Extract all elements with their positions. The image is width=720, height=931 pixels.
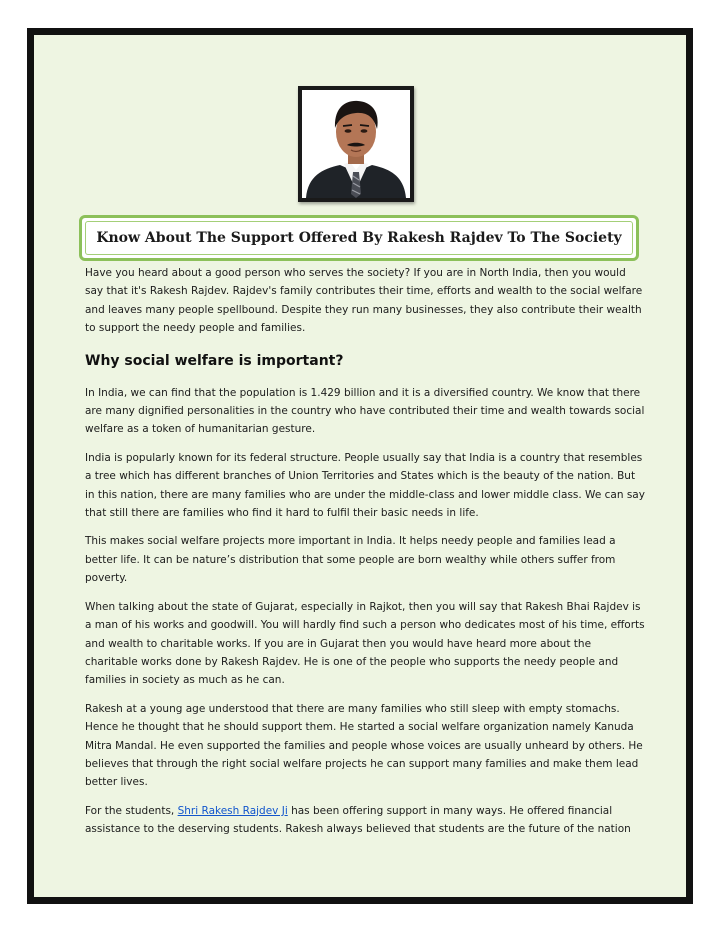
title-box <box>79 215 639 261</box>
students-text-after: has been offering support in many ways. He offered financial assistance to the deserving students. Rakesh always believed that students are the future of the nation <box>85 804 631 836</box>
paragraph-students <box>85 802 645 839</box>
paragraph-young-age: Rakesh at a young age understood that there are many families who still sleep with empty stomachs. Hence he thought that he should support them. He started a social welfare organization namely Kanuda Mitra Mandal. He even supported the families and people whose voices are usually unheard by others. He believes that through the right social welfare projects he can support many families and make them lead better lives. <box>85 702 643 789</box>
portrait-photo <box>298 86 414 202</box>
paragraph-federal-structure: India is popularly known for its federal structure. People usually say that India is a country that resembles a tree which has different branches of Union Territories and States which is the beauty of the nation. But in this nation, there are many families who are under the middle-class and lower middle class. We can say that still there are families who find it hard to fulfil their basic needs in life. <box>85 451 645 520</box>
title-inner-border <box>85 221 633 255</box>
article-body <box>85 264 645 849</box>
paragraph-population: In India, we can find that the population is 1.429 billion and it is a diversified country. We know that there are many dignified personalities in the country who have contributed their time and wealth towards social welfare as a token of humanitarian gesture. <box>85 386 645 436</box>
rakesh-rajdev-link[interactable]: Shri Rakesh Rajdev Ji <box>177 804 288 817</box>
page-title: Know About The Support Offered By Rakesh Rajdev To The Society <box>96 230 622 246</box>
students-text-before: For the students, <box>85 804 178 817</box>
portrait-image <box>302 90 410 198</box>
paragraph-gujarat: When talking about the state of Gujarat, especially in Rajkot, then you will say that Rakesh Bhai Rajdev is a man of his works and goodwill. You will hardly find such a person who dedicates most of his time, efforts and wealth to charitable works. If you are in Gujarat then you would have heard more about the charitable works done by Rakesh Rajdev. He is one of the people who supports the needy people and families in society as much as he can. <box>85 600 645 687</box>
section-heading: Why social welfare is important? <box>85 352 344 369</box>
paragraph-welfare-importance: This makes social welfare projects more important in India. It helps needy people and families lead a better life. It can be nature’s distribution that some people are born wealthy while others suffer from poverty. <box>85 535 616 585</box>
intro-paragraph: Have you heard about a good person who serves the society? If you are in North India, then you would say that it's Rakesh Rajdev. Rajdev's family contributes their time, efforts and wealth to the social welfare and leaves many people spellbound. Despite they run many businesses, they also contribute their wealth to support the needy people and families. <box>85 267 643 335</box>
